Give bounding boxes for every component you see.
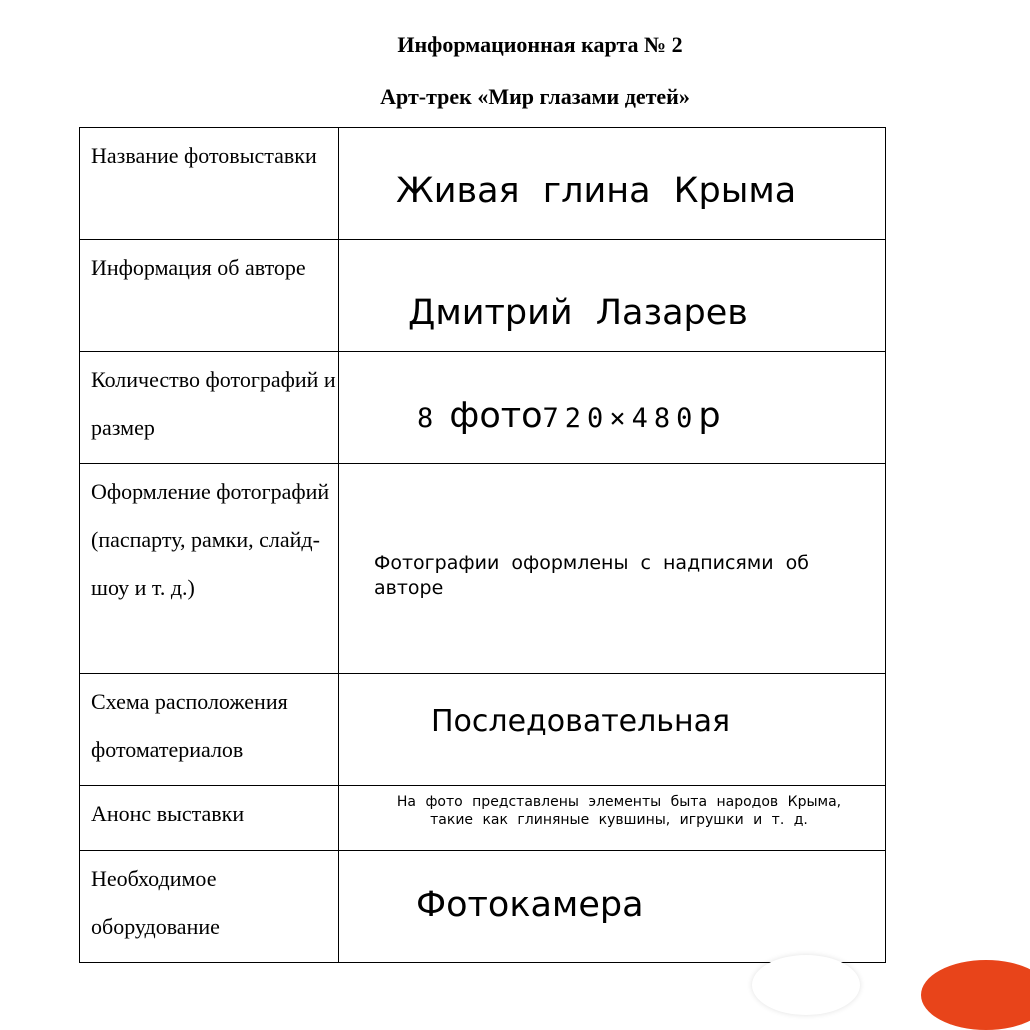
row-label: Название фотовыставки xyxy=(80,128,339,240)
photo-count: 8 xyxy=(417,403,439,434)
table-row xyxy=(80,464,886,674)
row-value xyxy=(417,396,721,436)
scroll-fab[interactable] xyxy=(752,955,860,1015)
row-value: На фото представлены элементы быта народов Крыма, такие как глиняные кувшины, игрушки и т. д. xyxy=(396,794,842,828)
table-row xyxy=(80,128,886,240)
action-fab[interactable] xyxy=(921,960,1030,1030)
row-value: Последовательная xyxy=(431,704,731,739)
photo-unit: р xyxy=(698,396,721,436)
row-label: Анонс выставки xyxy=(80,786,339,851)
row-label: Количество фотографий и размер xyxy=(80,352,339,464)
row-label: Схема расположения фотоматериалов xyxy=(80,674,339,786)
table-row xyxy=(80,240,886,352)
table-row xyxy=(80,352,886,464)
table-row xyxy=(80,851,886,963)
row-label: Необходимое оборудование xyxy=(80,851,339,963)
page-subtitle: Арт-трек «Мир глазами детей» xyxy=(380,84,690,109)
row-value: Фотографии оформлены с надписями об авторе xyxy=(374,552,809,599)
row-value: Дмитрий Лазарев xyxy=(408,293,748,333)
row-value: Фотокамера xyxy=(416,885,644,925)
photo-size: 720×480 xyxy=(542,403,699,434)
page-title: Информационная карта № 2 xyxy=(397,32,683,57)
info-card-table xyxy=(79,127,886,963)
row-label: Оформление фотографий (паспарту, рамки, слайд-шоу и т. д.) xyxy=(80,464,339,674)
table-row xyxy=(80,674,886,786)
row-label: Информация об автоpe xyxy=(80,240,339,352)
photo-word: фото xyxy=(449,396,543,436)
row-value: Живая глина Крыма xyxy=(396,171,797,211)
table-row xyxy=(80,786,886,851)
